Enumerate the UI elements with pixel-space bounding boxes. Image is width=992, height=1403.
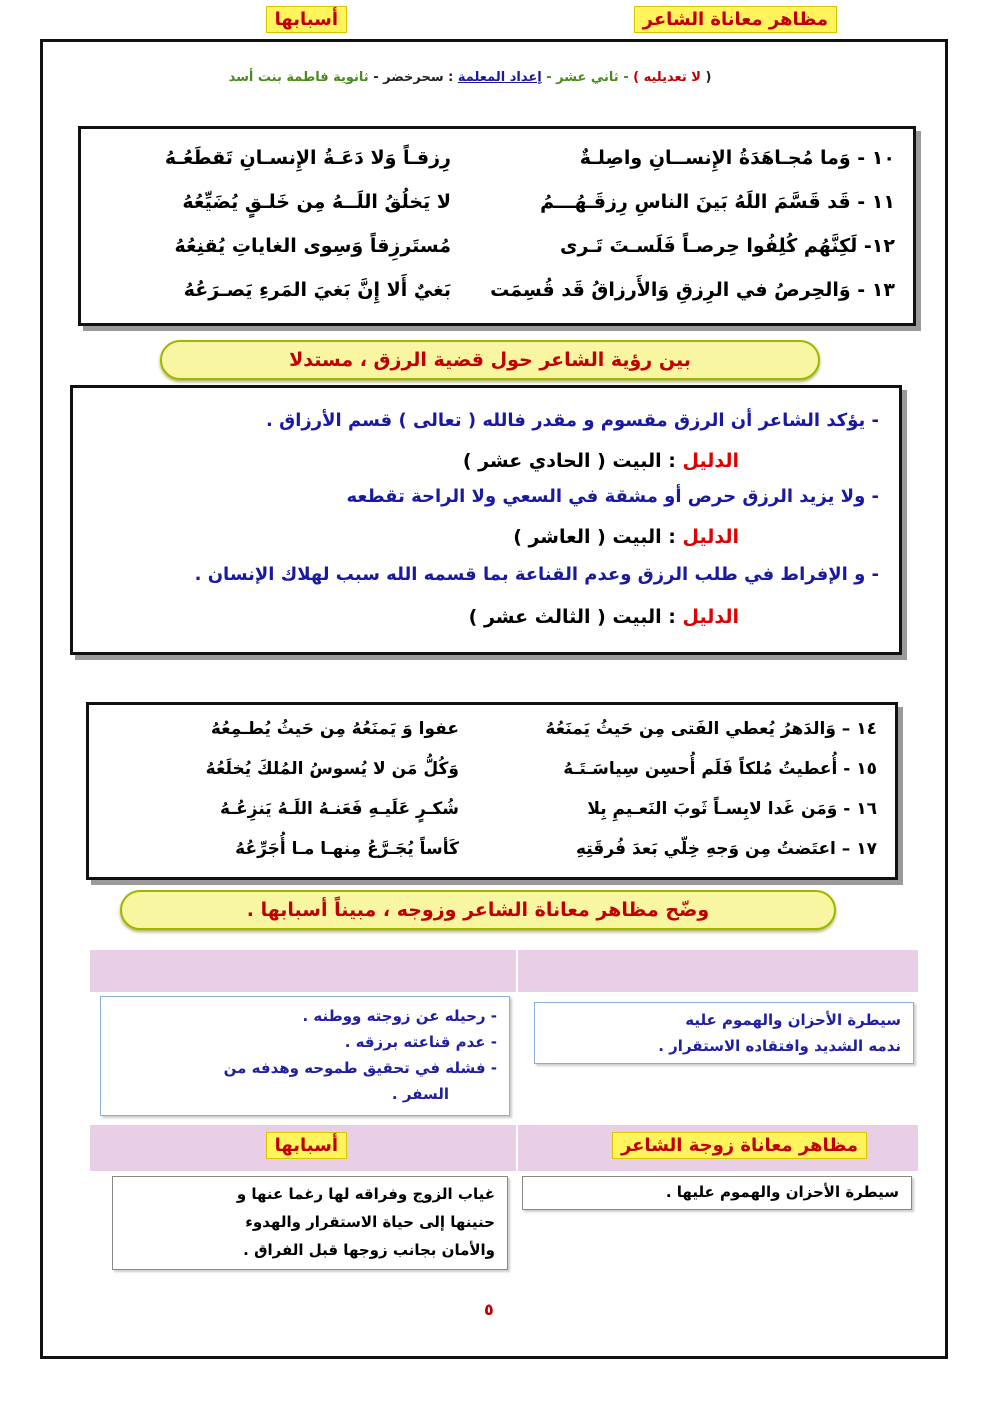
cell-line: السفر . [391, 1085, 449, 1103]
verse-row [89, 839, 895, 879]
header-paren: ( [705, 70, 712, 85]
verse-first-hemistich: ١٧ – اعتَضتُ مِن وَجهِ خِلّي بَعدَ فُرقَتِهِ [575, 839, 877, 859]
verse-second-hemistich: كَأساً يُجَـرَّعُ مِنهـا مـا أُجَرِّعُهُ [235, 839, 459, 859]
page-number: ٥ [484, 1300, 494, 1319]
cell-line: - فشله في تحقيق طموحه وهدفه من [223, 1059, 497, 1077]
answer-line: - ولا يزيد الرزق حرص أو مشقة في السعي ولا الراحة تقطعه [346, 486, 879, 507]
cell-line: - رحيله عن زوجته ووطنه . [302, 1007, 497, 1025]
verse-second-hemistich: عفوا وَ يَمنَعُهُ مِن حَيثُ يُطـمِعُهُ [210, 719, 459, 739]
header-tag: لا تعديليه ) [633, 70, 701, 85]
verse-row [89, 719, 895, 759]
cell-line: والأمان بجانب زوجها قبل الفراق . [243, 1241, 495, 1259]
poet-causes-header: أسبابها [266, 6, 347, 33]
cell-line: حنينها إلى حياة الاستقرار والهدوء [245, 1213, 495, 1231]
question-1-text: بين رؤية الشاعر حول قضية الرزق ، مستدلا [289, 349, 691, 371]
verse-first-hemistich: ١١ - قَد قَسَّمَ اللَهُ بَينَ الناسِ رِزقَـهُـــمُ [540, 191, 895, 213]
evidence-line [513, 526, 739, 548]
header-grade: - ثاني عشر - [541, 70, 629, 85]
evidence-value: : البيت ( العاشر ) [513, 526, 683, 548]
cell-line: سيطرة الأحزان والهموم عليها . [665, 1183, 899, 1201]
page-header [180, 70, 760, 85]
verse-row [81, 279, 913, 319]
evidence-label: الدليل [682, 526, 739, 548]
evidence-label: الدليل [682, 450, 739, 472]
verse-first-hemistich: ١٠ - وَما مُجـاهَدَةُ الإِنســانِ واصِلـةٌ [579, 147, 895, 169]
question-2 [120, 890, 836, 930]
cell-line: - عدم قناعته برزقه . [344, 1033, 497, 1051]
verse-second-hemistich: رِزقـاً وَلا دَعَـةُ الإِنسـانِ تَقطَعُـهُ [164, 147, 451, 169]
answer-line: - و الإفراط في طلب الرزق وعدم القناعة بما قسمه الله سبب لهلاك الإنسان . [194, 564, 879, 585]
table-divider [516, 1125, 518, 1171]
evidence-label: الدليل [682, 606, 739, 628]
evidence-value: : البيت ( الحادي عشر ) [462, 450, 683, 472]
wife-causes-cell [112, 1176, 508, 1270]
poet-symptoms-header: مظاهر معاناة الشاعر [634, 6, 837, 33]
verses-box-a [78, 126, 916, 326]
verse-second-hemistich: بَغيٌ أَلا إِنَّ بَغيَ المَرءِ يَصـرَعُهُ [183, 279, 451, 301]
verse-second-hemistich: وَكُلُّ مَن لا يُسوسُ المُلكَ يُخلَعُهُ [205, 759, 459, 779]
verse-second-hemistich: لا يَخلُقُ اللَــهُ مِن خَلـقٍ يُضَيِّعُهُ [182, 191, 451, 213]
question-2-text: وضّح مظاهر معاناة الشاعر وزوجه ، مبيناً أسبابها . [246, 899, 710, 921]
header-school: ثانوية فاطمة بنت أسد [228, 70, 369, 85]
verse-second-hemistich: شُكـرٍ عَلَيـهِ فَعَنـهُ اللَـهُ يَنزِعُـهُ [220, 799, 459, 819]
wife-symptoms-header: مظاهر معاناة زوجة الشاعر [612, 1132, 867, 1159]
verse-row [89, 799, 895, 839]
poet-causes-cell [100, 996, 510, 1116]
verse-first-hemistich: ١٣ - وَالحِرصُ في الرِزقِ وَالأَرزاقُ قَد قُسِمَت [490, 279, 895, 301]
verse-first-hemistich: ١٢- لَكِنَّهُم كُلِفُوا حِرصـاً فَلَسـتَ تَـرى [560, 235, 895, 257]
verse-row [81, 235, 913, 275]
answer-box [70, 385, 902, 655]
wife-causes-header: أسبابها [266, 1132, 347, 1159]
question-1 [160, 340, 820, 380]
verse-row [81, 191, 913, 231]
verse-first-hemistich: ١٥ - أُعطيتُ مُلكاً فَلَم أُحسِن سِياسَـتَـهُ [563, 759, 877, 779]
table-divider [516, 950, 518, 992]
verse-first-hemistich: ١٤ – وَالدَهرُ يُعطي الفَتى مِن حَيثُ يَمنَعُهُ [545, 719, 877, 739]
table-header-row-1 [90, 950, 918, 992]
cell-line: سيطرة الأحزان والهموم عليه [685, 1011, 901, 1029]
evidence-line [469, 606, 739, 628]
wife-symptoms-cell [522, 1176, 912, 1210]
verse-first-hemistich: ١٦ - وَمَن غَدا لابِسـاً ثَوبَ النَعـيمِ بِلا [587, 799, 877, 819]
verse-row [81, 147, 913, 187]
evidence-value: : البيت ( الثالث عشر ) [468, 606, 683, 628]
verses-box-b [86, 702, 898, 880]
cell-line: ندمه الشديد وافتقاده الاستقرار . [658, 1037, 901, 1055]
answer-line: - يؤكد الشاعر أن الرزق مقسوم و مقدر فالله ( تعالى ) قسم الأرزاق . [266, 410, 879, 431]
header-prepared: إعداد المعلمة [457, 70, 542, 85]
evidence-line [463, 450, 739, 472]
header-teacher: : سحرخضر - [368, 70, 454, 85]
cell-line: غياب الزوج وفراقه لها رغما عنها و [236, 1185, 495, 1203]
verse-row [89, 759, 895, 799]
poet-symptoms-cell [534, 1002, 914, 1064]
verse-second-hemistich: مُستَرزِقاً وَسِوى الغاياتِ يُقنِعُهُ [174, 235, 451, 257]
